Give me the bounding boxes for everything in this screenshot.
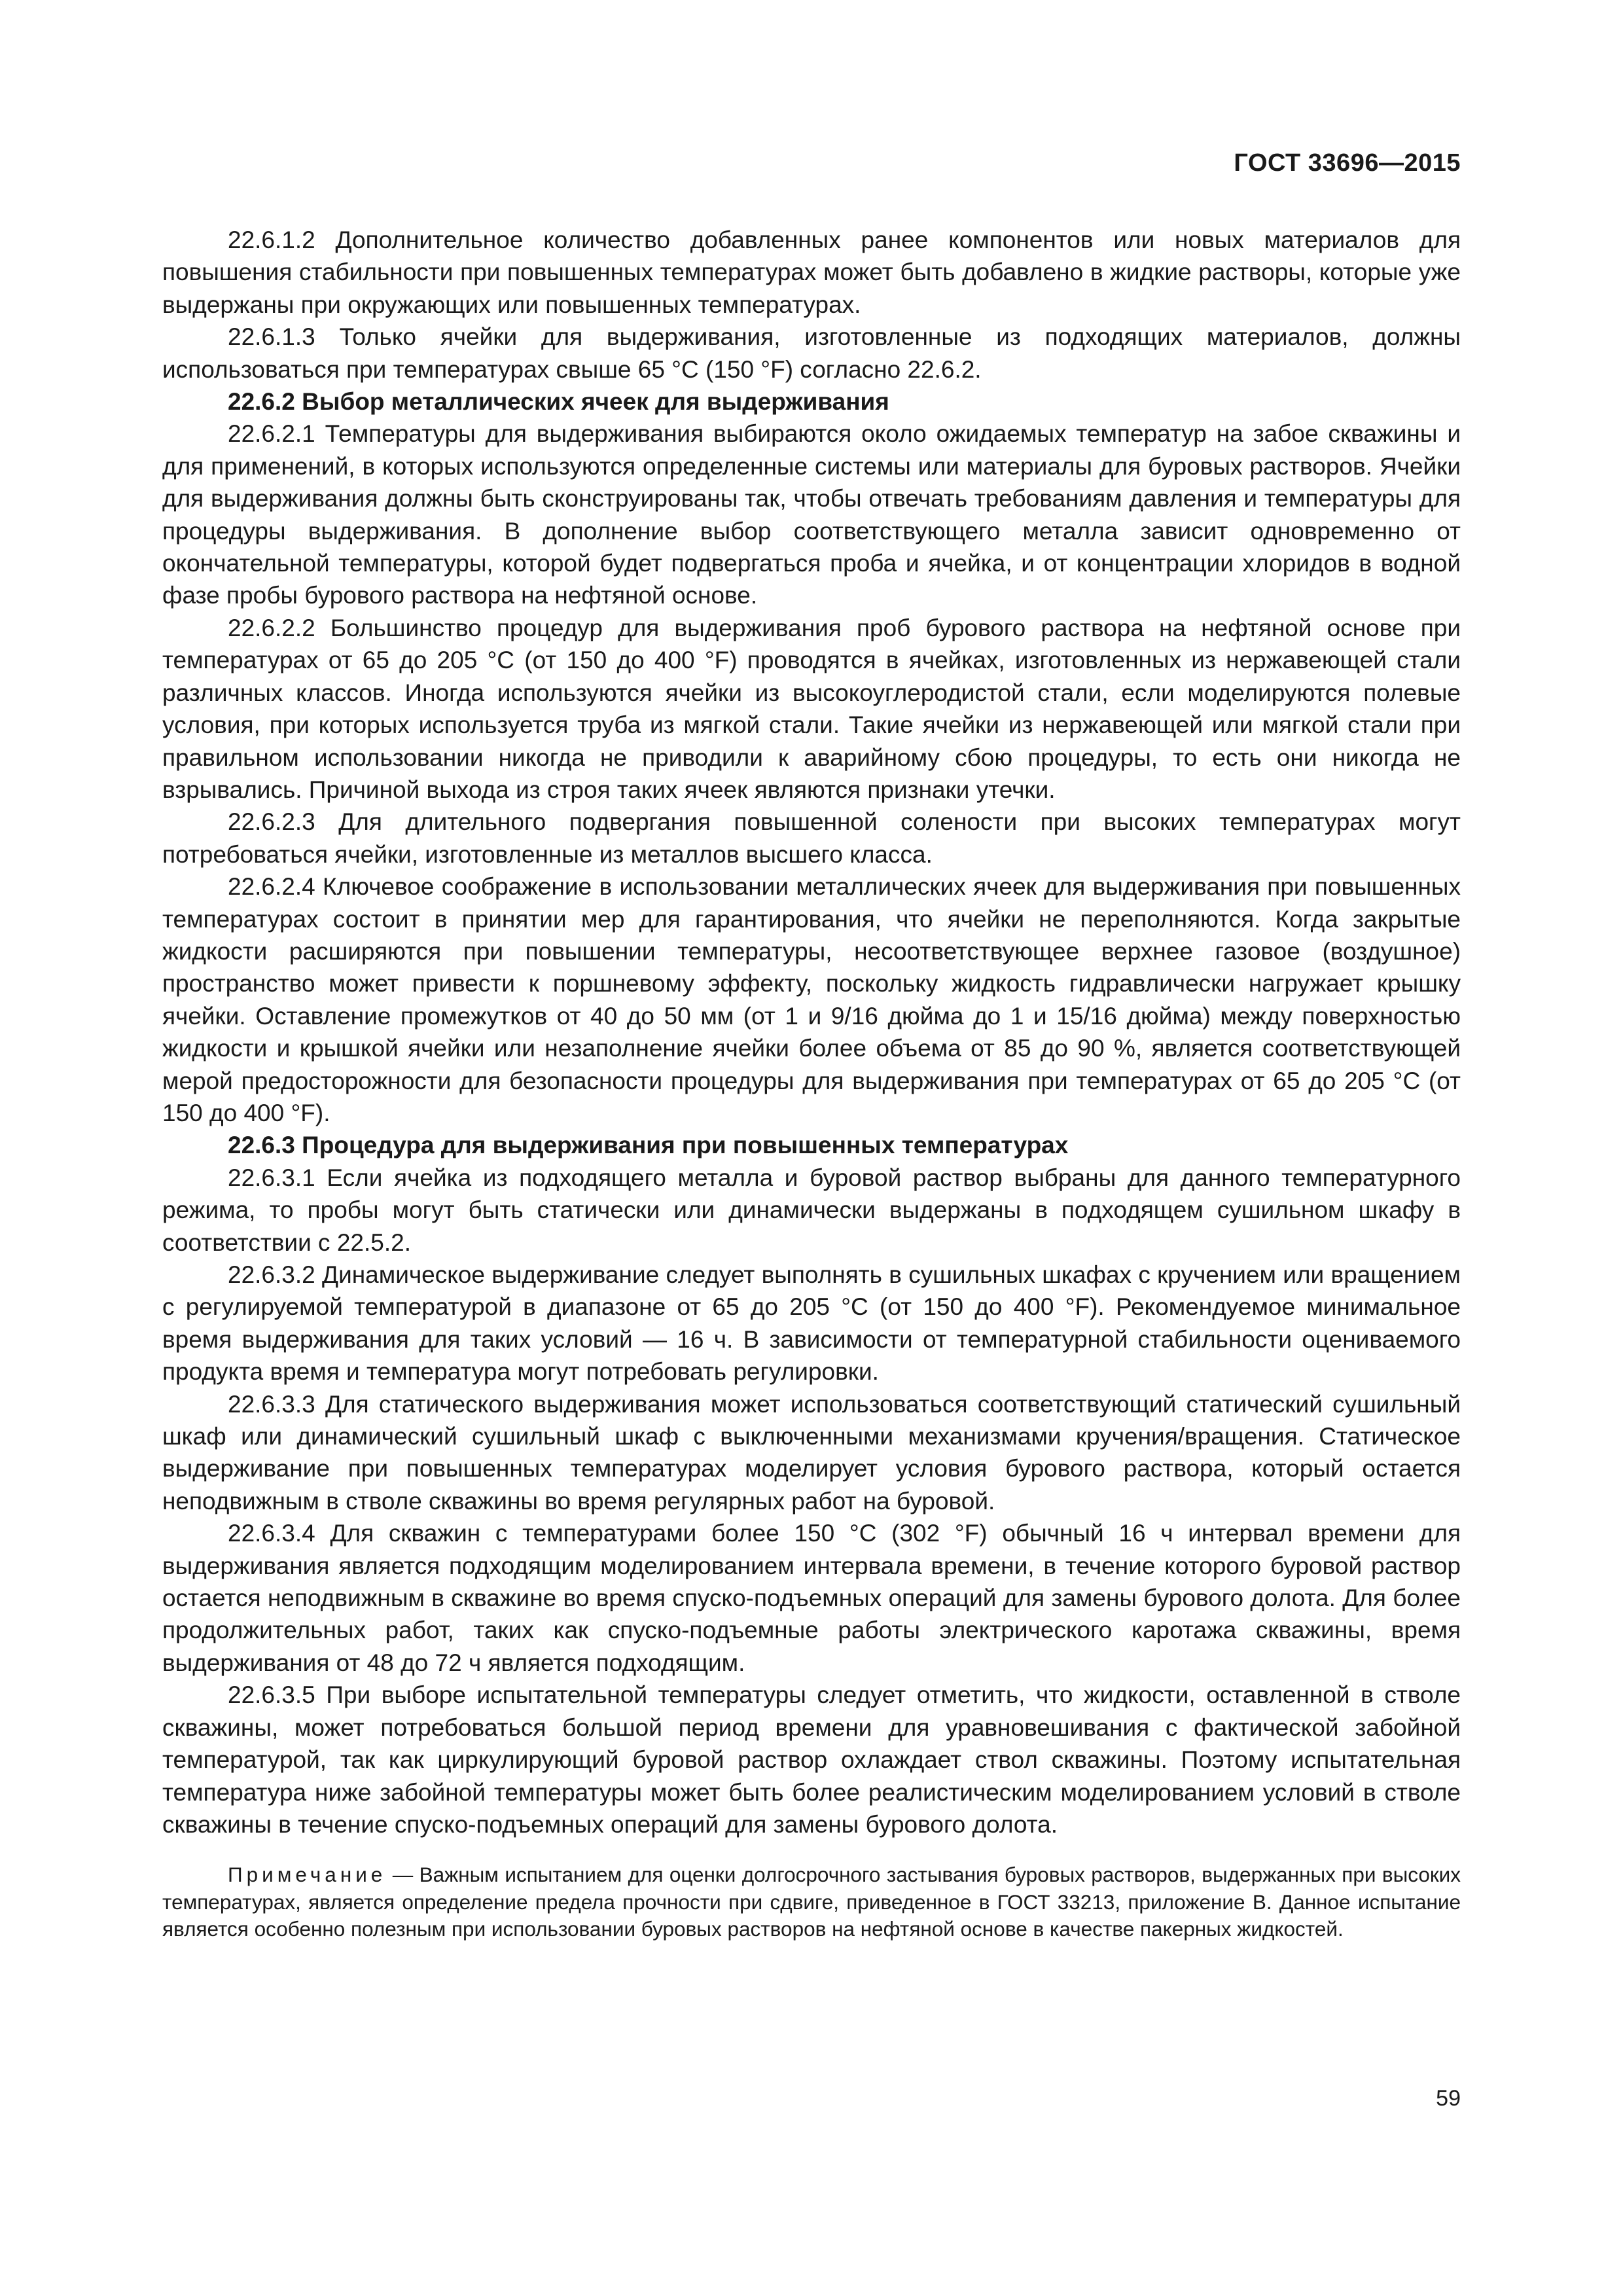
page-number: 59	[1436, 2086, 1461, 2111]
paragraph-22-6-2-2: 22.6.2.2 Большинство процедур для выдерживания проб бурового раствора на нефтяной основе при температурах от 65 до 205 °С (от 150 до 400 °F) проводятся в ячейках, изготовленных из нержавеющей стали различных классов. Иногда используются ячейки из высокоуглеродистой стали, если моделируются полевые условия, при которых используется труба из мягкой стали. Такие ячейки из нержавеющей или мягкой стали при правильном использовании никогда не приводили к аварийному сбою процедуры, то есть они никогда не взрывались. Причиной выхода из строя таких ячеек являются признаки утечки.	[162, 614, 1461, 803]
paragraph-22-6-3-5: 22.6.3.5 При выборе испытательной температуры следует отметить, что жидкости, оставленной в стволе скважины, может потребоваться большой период времени для уравновешивания с фактической забойной температурой, так как циркулирующий буровой раствор охлаждает ствол скважины. Поэтому испытательная температура ниже забойной температуры может быть более реалистическим моделированием условий в стволе скважины в течение спуско-подъемных операций для замены бурового долота.	[162, 1681, 1461, 1838]
section-heading-22-6-2: 22.6.2 Выбор металлических ячеек для выдерживания	[228, 388, 889, 416]
paragraph-22-6-2-1: 22.6.2.1 Температуры для выдерживания выбираются около ожидаемых температур на забое скважины и для применений, в которых используются определенные системы или материалы для буровых растворов. Ячейки для выдерживания должны быть сконструированы так, чтобы отвечать требованиям давления и температуры для процедуры выдерживания. В дополнение выбор соответствующего металла зависит одновременно от окончательной температуры, которой будет подвергаться проба и ячейка, и от концентрации хлоридов в водной фазе пробы бурового раствора на нефтяной основе.	[162, 420, 1461, 609]
paragraph-22-6-3-1: 22.6.3.1 Если ячейка из подходящего металла и буровой раствор выбраны для данного температурного режима, то пробы могут быть статически или динамически выдержаны в подходящем сушильном шкафу в соответствии с 22.5.2.	[162, 1164, 1461, 1256]
paragraph-22-6-1-3: 22.6.1.3 Только ячейки для выдерживания, изготовленные из подходящих материалов, должны использоваться при температурах свыше 65 °С (150 °F) согласно 22.6.2.	[162, 323, 1461, 383]
note-label: Примечание	[228, 1863, 387, 1887]
document-body	[162, 224, 1461, 1943]
paragraph-22-6-3-4: 22.6.3.4 Для скважин с температурами более 150 °С (302 °F) обычный 16 ч интервал времени для выдерживания является подходящим моделированием интервала времени, в течение которого буровой раствор остается неподвижным в скважине во время спуско-подъемных операций для замены бурового долота. Для более продолжительных работ, таких как спуско-подъемные работы электрического каротажа скважины, время выдерживания от 48 до 72 ч является подходящим.	[162, 1520, 1461, 1676]
paragraph-22-6-3-2: 22.6.3.2 Динамическое выдерживание следует выполнять в сушильных шкафах с кручением или вращением с регулируемой температурой в диапазоне от 65 до 205 °С (от 150 до 400 °F). Рекомендуемое минимальное время выдерживания для таких условий — 16 ч. В зависимости от температурной стабильности оцениваемого продукта время и температура могут потребовать регулировки.	[162, 1261, 1461, 1386]
paragraph-22-6-1-2: 22.6.1.2 Дополнительное количество добавленных ранее компонентов или новых материалов для повышения стабильности при повышенных температурах может быть добавлено в жидкие растворы, которые уже выдержаны при окружающих или повышенных температурах.	[162, 226, 1461, 318]
document-standard-header: ГОСТ 33696—2015	[1234, 149, 1461, 177]
paragraph-22-6-3-3: 22.6.3.3 Для статического выдерживания может использоваться соответствующий статический сушильный шкаф или динамический сушильный шкаф с выключенными механизмами кручения/вращения. Статическое выдерживание при повышенных температурах моделирует условия бурового раствора, который остается неподвижным в стволе скважины во время регулярных работ на буровой.	[162, 1390, 1461, 1515]
paragraph-22-6-2-4: 22.6.2.4 Ключевое соображение в использовании металлических ячеек для выдерживания при повышенных температурах состоит в принятии мер для гарантирования, что ячейки не переполняются. Когда закрытые жидкости расширяются при повышении температуры, несоответствующее верхнее газовое (воздушное) пространство может привести к поршневому эффекту, поскольку жидкость гидравлически нагружает крышку ячейки. Оставление промежутков от 40 до 50 мм (от 1 и 9/16 дюйма до 1 и 15/16 дюйма) между поверхностью жидкости и крышкой ячейки или незаполнение ячейки более объема от 85 до 90 %, является соответствующей мерой предосторожности для безопасности процедуры для выдерживания при температурах от 65 до 205 °С (от 150 до 400 °F).	[162, 873, 1461, 1126]
section-heading-22-6-3: 22.6.3 Процедура для выдерживания при повышенных температурах	[228, 1132, 1069, 1159]
paragraph-22-6-2-3: 22.6.2.3 Для длительного подвергания повышенной солености при высоких температурах могут потребоваться ячейки, изготовленные из металлов высшего класса.	[162, 808, 1461, 868]
note-text: — Важным испытанием для оценки долгосрочного застывания буровых растворов, выдержанных при высоких температурах, является определение предела прочности при сдвиге, приведенное в ГОСТ 33213, приложение В. Данное испытание является особенно полезным при использовании буровых растворов на нефтяной основе в качестве пакерных жидкостей.	[162, 1863, 1461, 1941]
note-block	[162, 1861, 1461, 1943]
